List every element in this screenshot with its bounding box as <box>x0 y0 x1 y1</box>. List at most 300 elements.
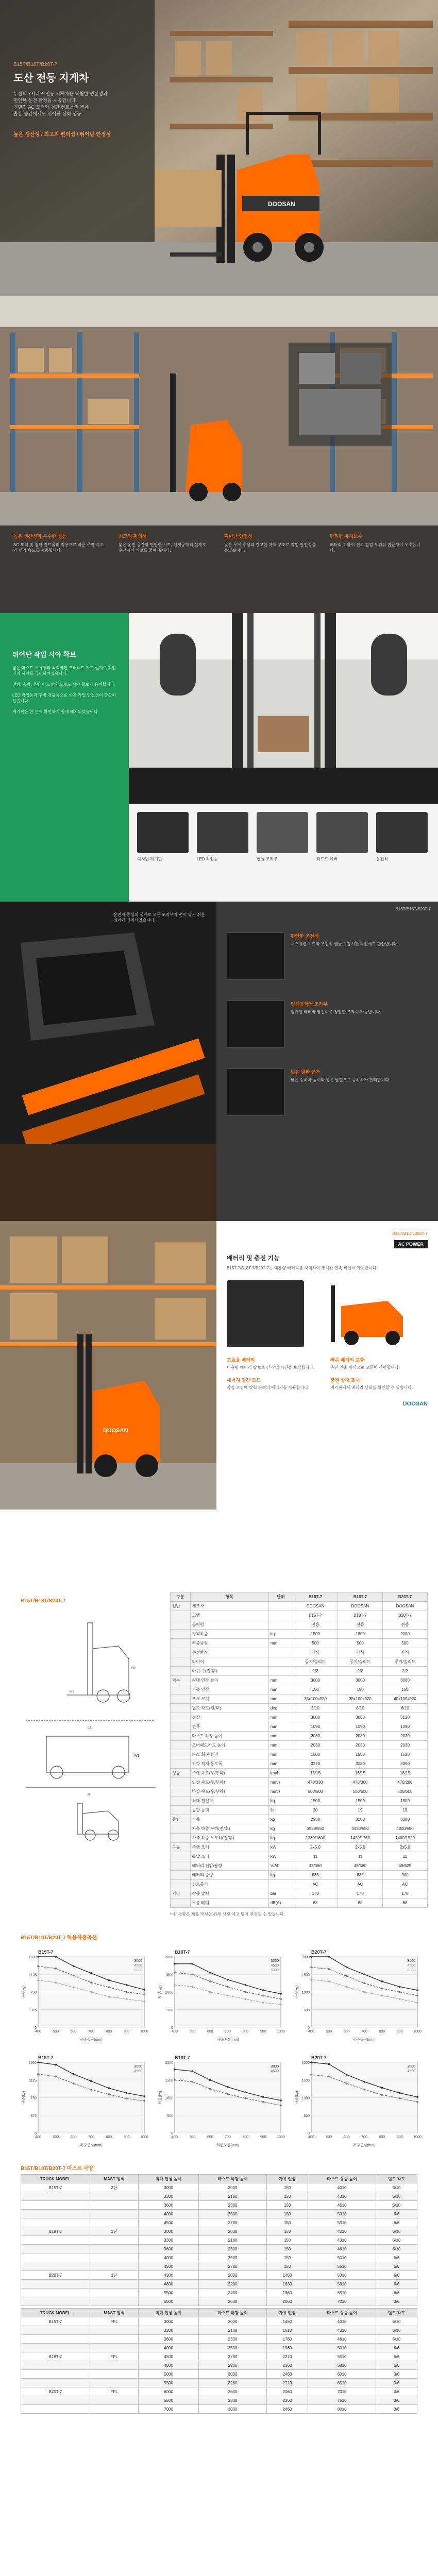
mast-cell: 5810 <box>308 2361 376 2370</box>
mast-cell <box>90 2335 139 2344</box>
x-tick-label: 800 <box>242 2136 249 2139</box>
spec-cell: 등판 능력 <box>190 1806 268 1815</box>
spec-header-cell: B18T-7 <box>338 1592 383 1602</box>
battery-section <box>0 1221 438 1582</box>
data-point <box>399 1991 401 1993</box>
x-tick-label: 500 <box>189 2030 196 2033</box>
spec-cell: 68 <box>338 1899 383 1908</box>
spec-cell <box>171 1657 191 1667</box>
spec-cell: B18T-7 <box>338 1611 383 1620</box>
mast-cell: 150 <box>267 2192 308 2201</box>
brand-logo: DOOSAN <box>402 1401 428 1407</box>
mast-cell: 2360 <box>267 2361 308 2370</box>
mast-cell: 1860 <box>267 2289 308 2297</box>
mast-cell <box>21 2253 90 2262</box>
x-tick-label: 1000 <box>413 2030 422 2033</box>
mast-cell: 2460 <box>267 2370 308 2379</box>
spec-cell: 공기/솔리드 <box>338 1657 383 1667</box>
mast-cell: 5500 <box>139 2379 198 2387</box>
mast-cell: 150 <box>267 2201 308 2210</box>
mast-row <box>21 2396 417 2405</box>
mast-cell: 6/10 <box>376 2227 417 2236</box>
mast-cell: 3600 <box>139 2245 198 2253</box>
thumb-image <box>137 812 189 853</box>
spec-cell: 컨트롤러 <box>190 1880 268 1889</box>
spec-cell: 16/15 <box>382 1769 427 1778</box>
y-tick-label: 1125 <box>28 1973 37 1977</box>
mast-cell: 3300 <box>139 2236 198 2245</box>
spec-cell: 3180 <box>338 1815 383 1824</box>
spec-cell: 하강 속도(무/부하) <box>190 1787 268 1797</box>
mast-cell: 150 <box>267 2218 308 2227</box>
spec-cell: 1800 <box>338 1630 383 1639</box>
mast-cell: 3000 <box>139 2317 198 2326</box>
x-tick-label: 900 <box>396 2136 403 2139</box>
spec-row <box>171 1759 428 1769</box>
mast-cell: 4500 <box>139 2262 198 2271</box>
mast-cell: 6500 <box>139 2396 198 2405</box>
y-axis-label: 하중(kg) <box>295 1985 299 1999</box>
spec-row <box>171 1852 428 1861</box>
capacity-chart <box>21 2053 149 2148</box>
mast-cell: 150 <box>267 2236 308 2245</box>
mast-cell <box>90 2370 139 2379</box>
x-tick-label: 400 <box>172 2136 178 2139</box>
thumb-caption: 디지털 계기판 <box>137 857 162 861</box>
data-point <box>416 2002 418 2004</box>
feature-text: 낮은 무게 중심과 견고한 차체 구조로 작업 안전성을 높였습니다. <box>224 543 316 553</box>
hero-text <box>13 62 142 138</box>
mast-cell <box>90 2405 139 2414</box>
data-point <box>227 2093 229 2095</box>
mast-header-cell: 마스트 하강 높이 <box>198 2175 267 2183</box>
spec-row <box>171 1769 428 1778</box>
spec-cell: mm/s <box>268 1778 293 1787</box>
spec-cell: V/Ah <box>268 1861 293 1871</box>
spec-cell: 2x5.0 <box>338 1843 383 1852</box>
data-point <box>280 2099 282 2102</box>
data-point <box>143 2095 145 2097</box>
spec-row <box>171 1834 428 1843</box>
data-point <box>381 1988 383 1990</box>
chart-title: B18T-7 <box>175 1950 190 1955</box>
x-axis-label: 하중중심(mm) <box>216 2144 239 2147</box>
thumb-caption: 운전석 <box>376 857 389 861</box>
y-tick-label: 500 <box>304 2114 310 2118</box>
spec-cell: 타이어 <box>190 1657 268 1667</box>
mast-row <box>21 2262 417 2271</box>
y-axis-label: 하중(kg) <box>22 2091 26 2105</box>
data-point <box>328 1956 330 1958</box>
mast-cell: 150 <box>267 2210 308 2218</box>
y-tick-label: 750 <box>30 2096 37 2100</box>
spec-cell: 1090 <box>382 1722 427 1732</box>
data-point <box>174 1963 176 1965</box>
y-tick-label: 1000 <box>301 2096 310 2100</box>
mast-cell: 3/6 <box>376 2379 417 2387</box>
mast-cell: 6/6 <box>376 2218 417 2227</box>
spec-cell: 좌식 <box>338 1648 383 1657</box>
data-point <box>245 1991 247 1993</box>
mast-cell: 4300 <box>139 2271 198 2280</box>
spec-cell: 공기/솔리드 <box>293 1657 338 1667</box>
legend-entry: 6000 <box>134 1969 142 1972</box>
mast-cell <box>90 2253 139 2262</box>
spec-cell: kg <box>268 1871 293 1880</box>
mast-cell: 2180 <box>198 2326 267 2335</box>
data-point <box>245 1998 247 2000</box>
legend-entry: 3000 <box>271 2065 279 2069</box>
spec-cell: 제조사 <box>190 1602 268 1611</box>
x-tick-label: 500 <box>326 2136 332 2139</box>
data-point <box>262 2002 264 2004</box>
spec-cell <box>171 1797 191 1806</box>
x-axis-label: 하중중심(mm) <box>216 2038 239 2042</box>
thumbnail-row <box>129 804 438 902</box>
mast-header-cell: 틸트 각도 <box>376 2175 417 2183</box>
mast-cell: 2060 <box>267 2297 308 2306</box>
y-tick-label: 500 <box>167 2008 173 2012</box>
mast-cell <box>21 2192 90 2201</box>
comfort-item-title: 편안한 운전석 <box>291 934 319 939</box>
data-point <box>328 2063 330 2065</box>
data-point <box>37 1979 39 1981</box>
mast-cell: 7000 <box>139 2405 198 2414</box>
mast-cell: 2180 <box>198 2236 267 2245</box>
data-point <box>90 2080 92 2082</box>
mast-header-cell: 최대 인상 높이 <box>139 2175 198 2183</box>
data-point <box>399 2097 401 2099</box>
mast-cell: 3600 <box>139 2335 198 2344</box>
x-tick-label: 900 <box>123 2136 130 2139</box>
data-point <box>90 1981 92 1984</box>
spec-cell: 11 <box>338 1852 383 1861</box>
mast-cell <box>90 2218 139 2227</box>
mast-cell <box>21 2405 90 2414</box>
mast-row <box>21 2227 417 2236</box>
data-point <box>416 2096 418 2098</box>
data-point <box>328 1980 330 1982</box>
data-point <box>143 1989 145 1991</box>
section3-para: LED 작업등과 후방 경광등으로 야간 작업 안전성이 향상되었습니다. <box>12 693 116 703</box>
spec-cell <box>268 1648 293 1657</box>
spec-cell: km/h <box>268 1769 293 1778</box>
spec-cell: 치수 <box>171 1676 191 1685</box>
spec-cell: mm <box>268 1759 293 1769</box>
spec-cell: 150 <box>338 1685 383 1694</box>
spec-cell: 배터리 전압/용량 <box>190 1861 268 1871</box>
data-point <box>346 1967 348 1969</box>
data-point <box>346 1986 348 1988</box>
data-point <box>55 2076 57 2078</box>
y-tick-label: 1500 <box>28 1956 37 1959</box>
legend-entry: 3000 <box>407 2065 415 2069</box>
chart-title: B20T-7 <box>311 2055 327 2060</box>
mast-cell: 4000 <box>139 2253 198 2262</box>
mast-cell: 2630 <box>198 2297 267 2306</box>
data-point <box>363 1982 365 1985</box>
data-point <box>245 2091 247 2093</box>
green-panel <box>0 613 129 902</box>
mast-cell: 4310 <box>308 2192 376 2201</box>
mast-cell: 2단 <box>90 2183 139 2192</box>
spec-cell: 170 <box>338 1889 383 1899</box>
spec-cell <box>171 1685 191 1694</box>
svg-text:R: R <box>88 1793 91 1797</box>
mast-row <box>21 2387 417 2396</box>
spec-row <box>171 1899 428 1908</box>
y-tick-label: 0 <box>35 2132 37 2136</box>
thumb-image <box>376 812 428 853</box>
spec-cell: 2980 <box>293 1815 338 1824</box>
mast-cell: 6/10 <box>376 2183 417 2192</box>
spec-cell: 835 <box>293 1871 338 1880</box>
comfort-image <box>227 1001 284 1048</box>
mast-header-cell: 자유 인상 <box>267 2175 308 2183</box>
mast-cell: 8010 <box>308 2405 376 2414</box>
seat-photo <box>0 902 216 1221</box>
x-axis-label: 하중중심(mm) <box>353 2038 376 2042</box>
mast-cell: 2530 <box>198 2344 267 2352</box>
y-tick-label: 750 <box>30 1991 37 1995</box>
mast-cell: 2530 <box>198 2210 267 2218</box>
mast-cell: B15T-7 <box>21 2183 90 2192</box>
spec-row <box>171 1778 428 1787</box>
spec-cell: 인상 속도(무/부하) <box>190 1778 268 1787</box>
data-point <box>346 1975 348 1977</box>
y-tick-label: 500 <box>304 2008 310 2012</box>
spec-cell: 3350 <box>382 1759 427 1769</box>
y-tick-label: 2000 <box>165 2061 173 2065</box>
x-tick-label: 700 <box>88 2136 94 2139</box>
spec-cell: mm <box>268 1694 293 1704</box>
mast-cell: 6/6 <box>376 2344 417 2352</box>
spec-cell: 68 <box>293 1899 338 1908</box>
x-tick-label: 800 <box>242 2030 249 2033</box>
legend-entry: 4500 <box>134 1964 142 1968</box>
spec-cell: 3000 <box>338 1676 383 1685</box>
spec-cell: mm <box>268 1639 293 1648</box>
mast-row <box>21 2317 417 2326</box>
data-point <box>262 2096 264 2098</box>
x-tick-label: 900 <box>396 2030 403 2033</box>
data-point <box>126 1991 128 1993</box>
data-point <box>192 1973 194 1975</box>
y-axis-label: 하중(kg) <box>159 1985 162 1999</box>
mast-table-ffl <box>21 2308 417 2414</box>
mast-cell <box>90 2280 139 2289</box>
data-point <box>192 1986 194 1988</box>
x-tick-label: 1000 <box>413 2136 422 2139</box>
feature-title: 뛰어난 안정성 <box>224 534 252 539</box>
mast-cell: 5510 <box>308 2262 376 2271</box>
battery-feature-title: 고효율 배터리 <box>227 1358 255 1363</box>
mast-cell: 3300 <box>139 2326 198 2335</box>
spec-cell: 4430/550 <box>338 1824 383 1834</box>
spec-cell: 1090 <box>293 1722 338 1732</box>
spec-cell: 주행 속도(무/부하) <box>190 1769 268 1778</box>
mast-cell: 3/6 <box>376 2387 417 2396</box>
data-point <box>209 1980 211 1982</box>
spec-cell: 48/625 <box>382 1861 427 1871</box>
mast-cell: FFL <box>90 2317 139 2326</box>
spec-cell <box>171 1722 191 1732</box>
mast-cell <box>90 2210 139 2218</box>
spec-row <box>171 1797 428 1806</box>
spec-cell: 기타 <box>171 1889 191 1899</box>
x-tick-label: 1000 <box>140 2136 148 2139</box>
mast-cell: 150 <box>267 2245 308 2253</box>
x-tick-label: 600 <box>343 2030 350 2033</box>
mast-cell <box>21 2326 90 2335</box>
spec-cell: 6/10 <box>382 1704 427 1713</box>
battery-feature-title: 에너지 절감 모드 <box>227 1378 261 1383</box>
spec-row <box>171 1787 428 1797</box>
comfort-left-text <box>113 912 206 923</box>
x-tick-label: 600 <box>70 2136 77 2139</box>
comfort-section <box>0 902 438 1221</box>
chart-title: B15T-7 <box>38 2055 54 2060</box>
mast-cell: 2330 <box>198 2335 267 2344</box>
y-tick-label: 1125 <box>28 2079 37 2083</box>
mast-cell: 2030 <box>198 2227 267 2236</box>
spec-cell: 2030 <box>382 1732 427 1741</box>
mast-cell: 2030 <box>198 2317 267 2326</box>
data-point <box>381 2094 383 2096</box>
mast-header-cell: 최대 인상 높이 <box>139 2309 198 2317</box>
spec-cell: 1500 <box>382 1797 427 1806</box>
data-point <box>280 2105 282 2107</box>
spec-row <box>171 1713 428 1722</box>
data-point <box>227 1995 229 1997</box>
mast-cell: 3000 <box>139 2183 198 2192</box>
spec-cell: DOOSAN <box>338 1602 383 1611</box>
spec-cell: 2030 <box>338 1741 383 1750</box>
mast-cell: 6000 <box>139 2297 198 2306</box>
spec-row <box>171 1620 428 1630</box>
spec-cell: deg <box>268 1704 293 1713</box>
feature-title: 편리한 유지보수 <box>330 534 363 539</box>
spec-cell: 470/280 <box>382 1778 427 1787</box>
warehouse-interior-photo <box>0 296 438 526</box>
spec-cell: mm <box>268 1713 293 1722</box>
mast-cell: 2180 <box>198 2192 267 2201</box>
data-point <box>346 2082 348 2084</box>
mast-cell: 4000 <box>139 2344 198 2352</box>
mast-cell <box>90 2262 139 2271</box>
y-tick-label: 0 <box>308 2026 310 2030</box>
spec-cell: kg <box>268 1824 293 1834</box>
comfort-item-title: 인체공학적 조작부 <box>291 1002 328 1007</box>
spec-cell <box>268 1620 293 1630</box>
y-axis-label: 하중(kg) <box>22 1985 26 1999</box>
data-point <box>227 1979 229 1981</box>
mast-row <box>21 2210 417 2218</box>
mast-cell: 3280 <box>198 2379 267 2387</box>
hero-tag: B15T/B18T/B20T-7 <box>13 62 58 67</box>
spec-cell: kW <box>268 1843 293 1852</box>
spec-cell: 하중중심 <box>190 1639 268 1648</box>
spec-cell: 11 <box>293 1852 338 1861</box>
mast-cell: 6/6 <box>376 2210 417 2218</box>
mast-cell: 3030 <box>198 2370 267 2379</box>
data-point <box>262 1989 264 1991</box>
svg-text:L1: L1 <box>88 1726 92 1730</box>
section3-title: 뛰어난 작업 시야 확보 <box>12 651 76 658</box>
y-tick-label: 2000 <box>301 1956 310 1959</box>
x-tick-label: 500 <box>53 2030 59 2033</box>
battery-feature-title: 빠른 배터리 교환 <box>330 1358 364 1363</box>
mast-cell: 7010 <box>308 2387 376 2396</box>
mast-cell: 2260 <box>267 2396 308 2405</box>
mast-cell: 4610 <box>308 2245 376 2253</box>
spec-cell: 1620 <box>382 1750 427 1759</box>
feature-columns <box>0 526 438 613</box>
hero-line: 편안한 운전 환경을 제공합니다. <box>13 98 77 103</box>
spec-cell: 동력원 <box>190 1620 268 1630</box>
mast-cell: 6510 <box>308 2289 376 2297</box>
data-point <box>363 1973 365 1975</box>
spec-cell <box>171 1861 191 1871</box>
legend-entry: 6000 <box>271 1969 279 1972</box>
legend-entry: 4500 <box>407 1964 415 1968</box>
data-point <box>399 1998 401 2000</box>
y-tick-label: 0 <box>171 2026 173 2030</box>
mast-cell: 4610 <box>308 2335 376 2344</box>
data-point <box>209 2079 211 2081</box>
mast-row <box>21 2405 417 2414</box>
data-point <box>416 1989 418 1991</box>
mast-row <box>21 2245 417 2253</box>
mast-cell: 150 <box>267 2262 308 2271</box>
mast-cell: 2030 <box>198 2271 267 2280</box>
spec-cell <box>268 1657 293 1667</box>
spec-cell: 1460/1920 <box>382 1834 427 1843</box>
data-point <box>73 2082 75 2084</box>
capacity-chart <box>294 2053 423 2148</box>
data-point <box>363 2081 365 2083</box>
hero-headline: 도산 전동 지게차 <box>13 73 89 84</box>
spec-cell: 전폭 <box>190 1722 268 1732</box>
controller-image <box>227 1280 304 1347</box>
y-tick-label: 0 <box>308 2132 310 2136</box>
spec-section <box>0 1582 438 1922</box>
spec-row <box>171 1815 428 1824</box>
spec-row <box>171 1657 428 1667</box>
spec-cell: 1380/1600 <box>293 1834 338 1843</box>
spec-cell: mm <box>268 1676 293 1685</box>
spec-cell: AC <box>382 1880 427 1889</box>
data-point <box>108 1979 110 1981</box>
spec-cell: 16/15 <box>293 1769 338 1778</box>
spec-cell: 최대 견인력 <box>190 1797 268 1806</box>
mast-cell: 5510 <box>308 2218 376 2227</box>
section5-intro: B15T-7/B18T-7/B20T-7는 대용량 배터리를 채택하여 장시간 연속 작업이 가능합니다. <box>227 1266 378 1270</box>
data-point <box>363 1991 365 1993</box>
mast-cell: 3600 <box>139 2201 198 2210</box>
spec-header-cell: B15T-7 <box>293 1592 338 1602</box>
spec-cell: mm <box>268 1750 293 1759</box>
spec-cell: 18 <box>382 1806 427 1815</box>
spec-cell: 68 <box>382 1899 427 1908</box>
spec-cell <box>268 1880 293 1889</box>
y-tick-label: 375 <box>30 2114 37 2118</box>
hero-line: 좁은 공간에서도 뛰어난 선회 성능 <box>13 111 81 116</box>
data-point <box>280 1998 282 2000</box>
mast-cell <box>21 2218 90 2227</box>
x-tick-label: 700 <box>225 2030 231 2033</box>
dimension-drawing <box>15 1618 165 1844</box>
